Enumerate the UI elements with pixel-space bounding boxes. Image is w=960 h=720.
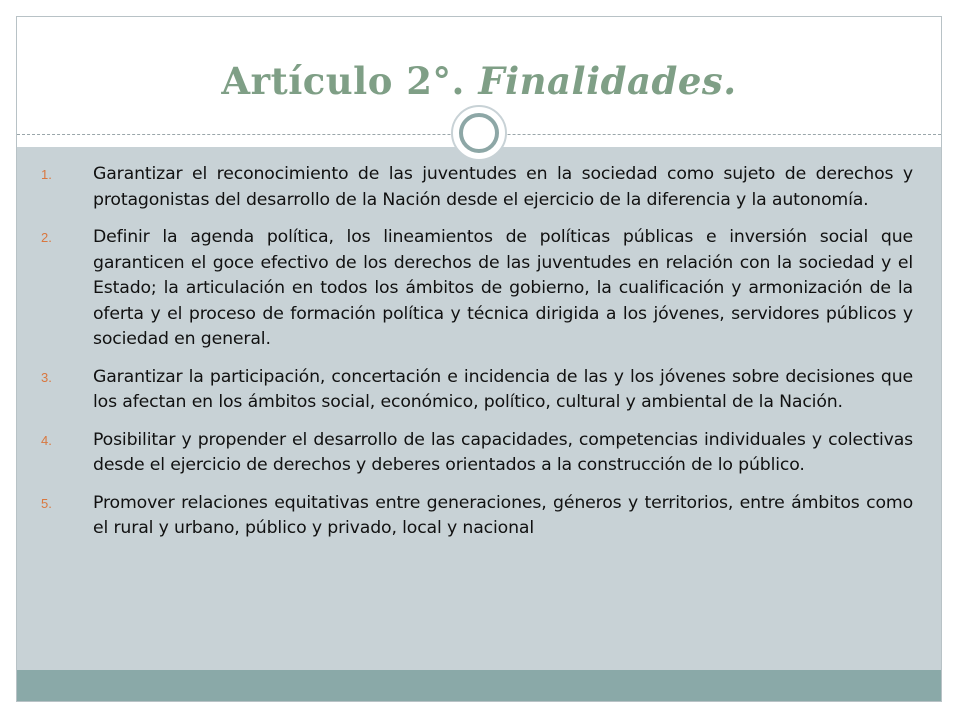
- circle-ring-icon: [451, 105, 507, 161]
- list-item: [41, 428, 913, 479]
- item-text: Garantizar la participación, concertación e incidencia de las y los jóvenes sobre decisiones que los afectan en los ámbitos social, económico, político, cultural y ambiental de la Nación.: [93, 366, 913, 412]
- list-item: [41, 491, 913, 542]
- list-item: [41, 225, 913, 353]
- item-text: Definir la agenda política, los lineamientos de políticas públicas e inversión social que garanticen el goce efectivo de los derechos de las juventudes en relación con la sociedad y el Estado; la articulación en todos los ámbitos de gobierno, la cualificación y armonización de la oferta y el proceso de formación política y técnica dirigida a los jóvenes, servidores públicos y sociedad en general.: [93, 227, 913, 349]
- slide-title: [17, 59, 941, 103]
- item-number: 3.: [41, 369, 52, 385]
- slide-frame: [16, 16, 942, 702]
- footer-band: [17, 670, 941, 701]
- title-italic: Finalidades.: [478, 59, 737, 103]
- item-number: 1.: [41, 167, 52, 182]
- item-text: Promover relaciones equitativas entre generaciones, géneros y territorios, entre ámbitos como el rural y urbano, público y privado, local y nacional: [93, 492, 913, 538]
- list-item: [41, 365, 913, 416]
- inner-ring: [459, 113, 499, 153]
- item-number: 4.: [41, 432, 52, 448]
- item-text: Posibilitar y propender el desarrollo de las capacidades, competencias individuales y colectivas desde el ejercicio de derechos y deberes orientados a la construcción de lo público.: [93, 429, 913, 475]
- title-regular: Artículo 2°.: [221, 59, 479, 103]
- list-item: [41, 162, 913, 213]
- item-number: 2.: [41, 230, 52, 245]
- item-text: Garantizar el reconocimiento de las juventudes en la sociedad como sujeto de derechos y protagonistas del desarrollo de la Nación desde el ejercicio de la diferencia y la autonomía.: [93, 164, 913, 210]
- item-number: 5.: [41, 495, 52, 511]
- purposes-list: [41, 162, 913, 554]
